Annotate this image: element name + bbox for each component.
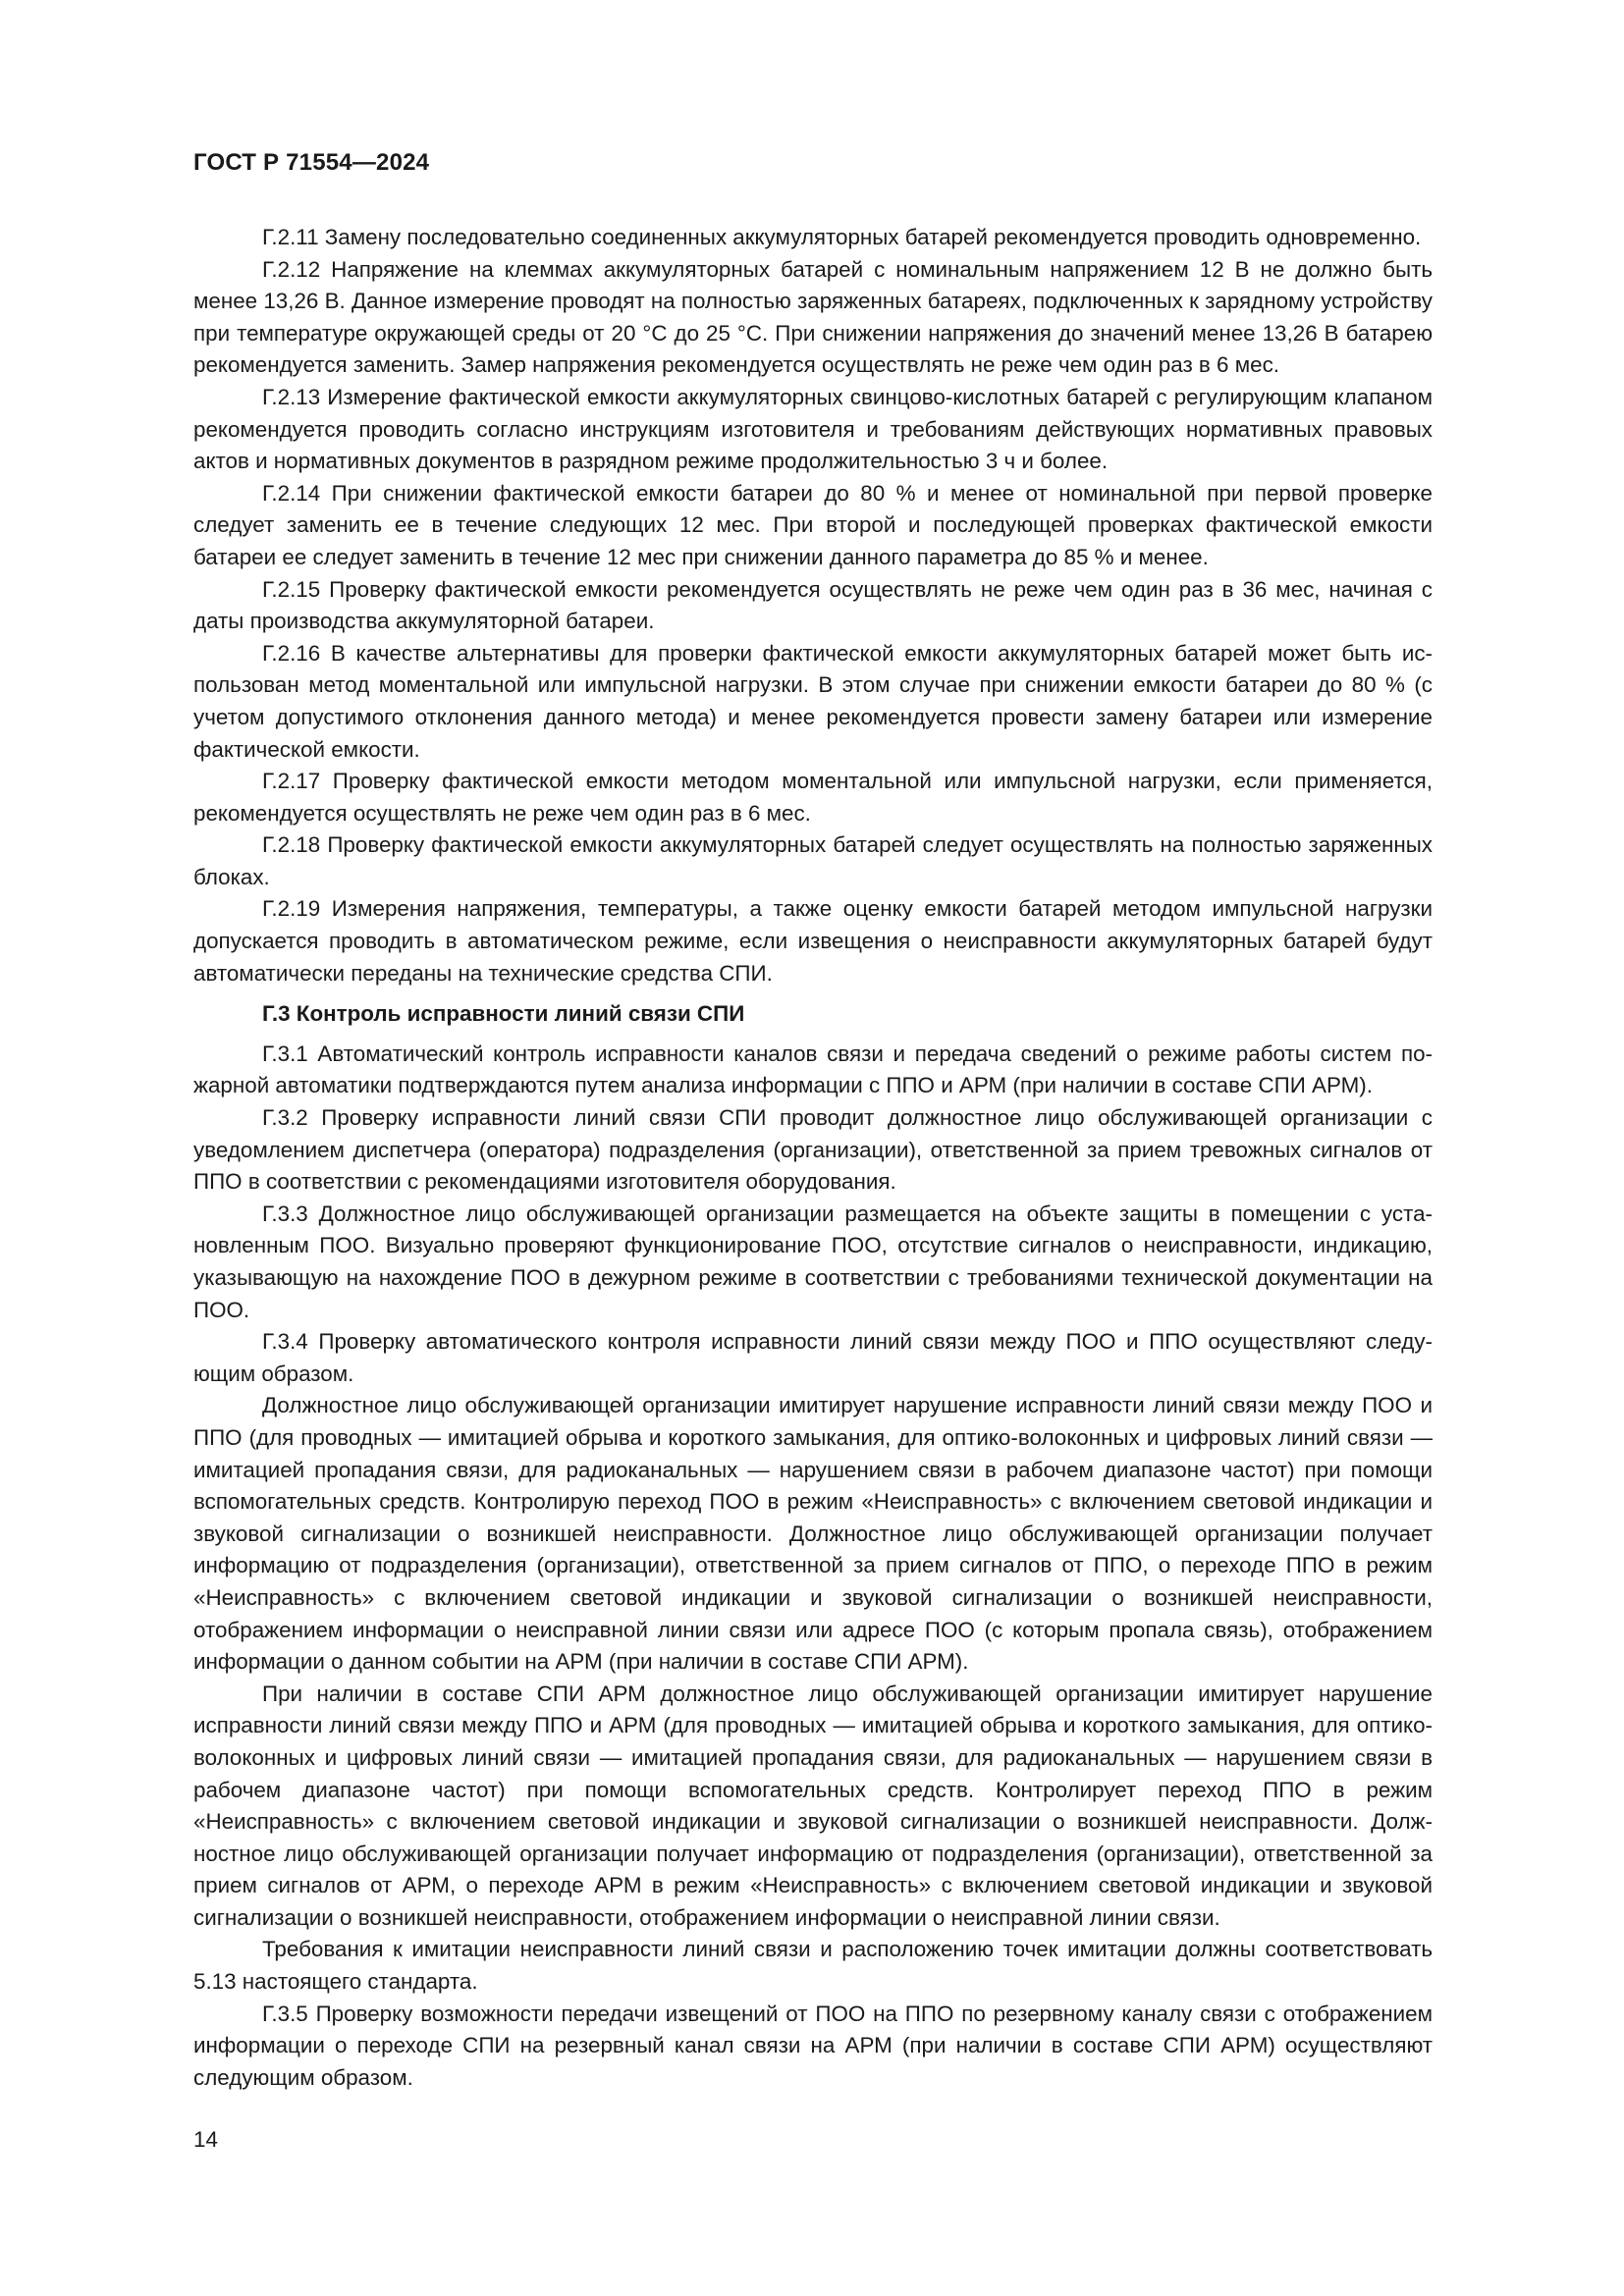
paragraph-g3-4-arm: При наличии в составе СПИ АРМ должностное лицо обслуживающей организации имитирует нарушение исправности линий связи между ППО и АРМ (для проводных — имитацией обрыва и короткого замыкания, для оптико-волоконных и цифровых линий связи — имитацией пропадания связи, для радиоканальных — нарушением связи в рабочем диапазоне частот) при помощи вспомогательных средств. Контролирует переход ППО в режим «Неисправность» с включением световой индикации и звуковой сигнализации о возникшей неисправности. Должностное лицо обслуживающей организации получает информацию от подразделения (организации), ответственной за прием сигналов от АРМ, о переходе АРМ в режим «Неисправность» с включением световой индикации и звуковой сигнализации о возникшей неисправности, отображением информации о неисправной линии связи. bbox=[193, 1681, 1433, 1930]
paragraph-g2-19: Г.2.19 Измерения напряжения, температуры, а также оценку емкости батарей методом импульсной нагрузки допускается проводить в автоматическом режиме, если извещения о неисправности аккумуляторных батарей будут автоматически переданы на технические средства СПИ. bbox=[193, 896, 1433, 986]
paragraph-g3-3: Г.3.3 Должностное лицо обслуживающей организации размещается на объекте защиты в помещении с установленным ПОО. Визуально проверяют функционирование ПОО, отсутствие сигналов о неисправности, индикацию, указывающую на нахождение ПОО в дежурном режиме в соответствии с требованиями технической документации на ПОО. bbox=[193, 1201, 1433, 1322]
paragraph-g2-15: Г.2.15 Проверку фактической емкости рекомендуется осуществлять не реже чем один раз в 36 мес, начиная с даты производства аккумуляторной батареи. bbox=[193, 576, 1433, 634]
paragraph-g3-1: Г.3.1 Автоматический контроль исправности каналов связи и передача сведений о режиме работы систем пожарной автоматики подтверждаются путем анализа информации с ППО и АРМ (при наличии в составе СПИ АРМ). bbox=[193, 1041, 1433, 1098]
paragraph-g3-4: Г.3.4 Проверку автоматического контроля исправности линий связи между ПОО и ППО осуществляют следующим образом. bbox=[193, 1329, 1433, 1386]
page-number: 14 bbox=[193, 2127, 218, 2152]
paragraph-g2-17: Г.2.17 Проверку фактической емкости методом моментальной или импульсной нагрузки, если применяется, рекомендуется осуществлять не реже чем один раз в 6 мес. bbox=[193, 769, 1433, 826]
paragraph-g2-16: Г.2.16 В качестве альтернативы для проверки фактической емкости аккумуляторных батарей может быть использован метод моментальной или импульсной нагрузки. В этом случае при снижении емкости батареи до 80 % (с учетом допустимого отклонения данного метода) и менее рекомендуется провести замену батареи или измерение фактической емкости. bbox=[193, 640, 1433, 762]
paragraph-g3-4-requirements: Требования к имитации неисправности линий связи и расположению точек имитации должны соответствовать 5.13 настоящего стандарта. bbox=[193, 1937, 1433, 1995]
page-header-standard: ГОСТ Р 71554—2024 bbox=[193, 149, 430, 176]
paragraph-g2-11: Г.2.11 Замену последовательно соединенных аккумуляторных батарей рекомендуется проводить одновременно. bbox=[262, 225, 1422, 249]
document-body bbox=[193, 222, 1433, 2094]
paragraph-g2-14: Г.2.14 При снижении фактической емкости батареи до 80 % и менее от номинальной при первой проверке следует заменить ее в течение следующих 12 мес. При второй и последующей проверках фактической емкости батареи ее следует заменить в течение 12 мес при снижении данного параметра до 85 % и менее. bbox=[193, 480, 1433, 569]
paragraph-g2-13: Г.2.13 Измерение фактической емкости аккумуляторных свинцово-кислотных батарей с регулирующим клапаном рекомендуется проводить согласно инструкциям изготовителя и требованиям действующих нормативных правовых актов и нормативных документов в разрядном режиме продолжительностью 3 ч и более. bbox=[193, 384, 1433, 474]
paragraph-g2-18: Г.2.18 Проверку фактической емкости аккумуляторных батарей следует осуществлять на полностью заряженных блоках. bbox=[193, 832, 1433, 889]
section-title-g3: Г.3 Контроль исправности линий связи СПИ bbox=[262, 1001, 745, 1027]
paragraph-g3-5: Г.3.5 Проверку возможности передачи извещений от ПОО на ППО по резервному каналу связи с отображением информации о переходе СПИ на резервный канал связи на АРМ (при наличии в составе СПИ АРМ) осуществляют следующим образом. bbox=[193, 2001, 1433, 2090]
paragraph-g3-4-procedure: Должностное лицо обслуживающей организации имитирует нарушение исправности линий связи между ПОО и ППО (для проводных — имитацией обрыва и короткого замыкания, для оптико-волоконных и цифровых линий связи — имитацией пропадания связи, для радиоканальных — нарушением связи в рабочем диапазоне частот) при помощи вспомогательных средств. Контролирую переход ПОО в режим «Неисправность» с включением световой индикации и звуковой сигнализации о возникшей неисправности. Должностное лицо обслуживающей организации получает информацию от подразделения (организации), ответственной за прием сигналов от ППО, о переходе ППО в режим «Неисправность» с включением световой индикации и звуковой сигнализации о возникшей неисправности, отображением информации о неисправной линии связи или адресе ПОО (с которым пропала связь), отображением информации о данном событии на АРМ (при наличии в составе СПИ АРМ). bbox=[193, 1393, 1433, 1675]
paragraph-g2-12: Г.2.12 Напряжение на клеммах аккумуляторных батарей с номинальным напряжением 12 В не должно быть менее 13,26 В. Данное измерение проводят на полностью заряженных батареях, подключенных к зарядному устройству при температуре окружающей среды от 20 °С до 25 °С. При снижении напряжения до значений менее 13,26 В батарею рекомендуется заменить. Замер напряжения рекомендуется осуществлять не реже чем один раз в 6 мес. bbox=[193, 256, 1433, 378]
paragraph-g3-2: Г.3.2 Проверку исправности линий связи СПИ проводит должностное лицо обслуживающей организации с уведомлением диспетчера (оператора) подразделения (организации), ответственной за прием тревожных сигналов от ППО в соответствии с рекомендациями изготовителя оборудования. bbox=[193, 1105, 1433, 1195]
